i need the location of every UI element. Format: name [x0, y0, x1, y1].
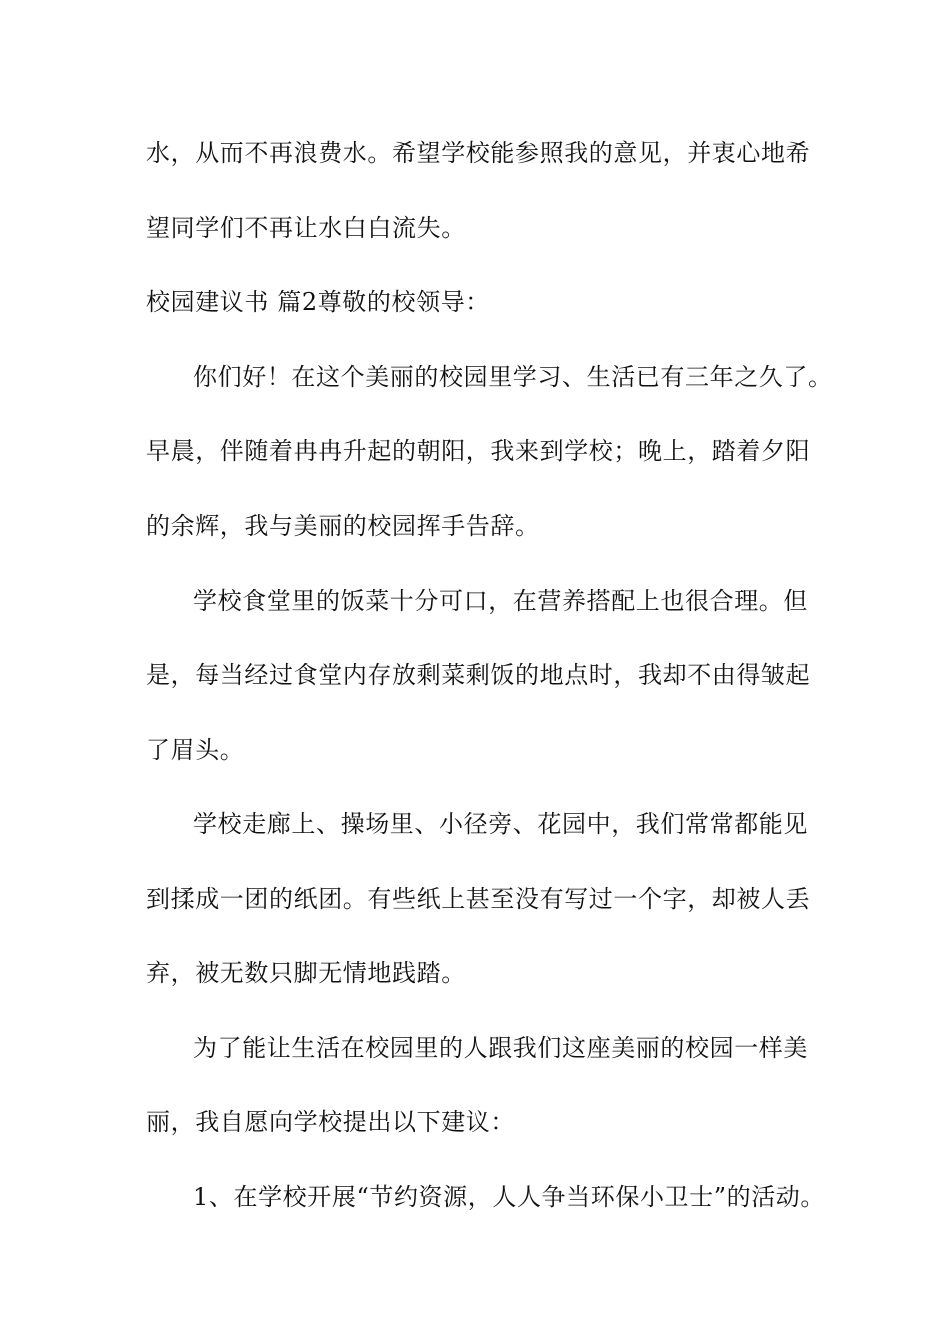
text-line: 为了能让生活在校园里的人跟我们这座美丽的校园一样美 [193, 1034, 808, 1062]
text-line: 1、在学校开展“节约资源，人人争当环保小卫士”的活动。 [193, 1183, 826, 1211]
text-line: 丽，我自愿向学校提出以下建议： [146, 1108, 515, 1136]
text-line: 你们好！在这个美丽的校园里学习、生活已有三年之久了。 [193, 363, 833, 391]
text-line: 了眉头。 [146, 736, 245, 764]
text-line: 到揉成一团的纸团。有些纸上甚至没有写过一个字，却被人丢 [146, 885, 811, 913]
text-line: 的余辉，我与美丽的校园挥手告辞。 [146, 512, 540, 540]
text-line: 水，从而不再浪费水。希望学校能参照我的意见，并衷心地希 [146, 139, 811, 167]
text-line: 学校走廊上、操场里、小径旁、花园中，我们常常都能见 [193, 810, 808, 838]
section-heading: 校园建议书 篇2尊敬的校领导： [146, 288, 490, 316]
text-line: 是，每当经过食堂内存放剩菜剩饭的地点时，我却不由得皱起 [146, 661, 811, 689]
text-line: 早晨，伴随着冉冉升起的朝阳，我来到学校；晚上，踏着夕阳 [146, 437, 811, 465]
text-line: 望同学们不再让水白白流失。 [146, 214, 466, 242]
text-line: 弃，被无数只脚无情地践踏。 [146, 959, 466, 987]
text-line: 学校食堂里的饭菜十分可口，在营养搭配上也很合理。但 [193, 587, 808, 615]
